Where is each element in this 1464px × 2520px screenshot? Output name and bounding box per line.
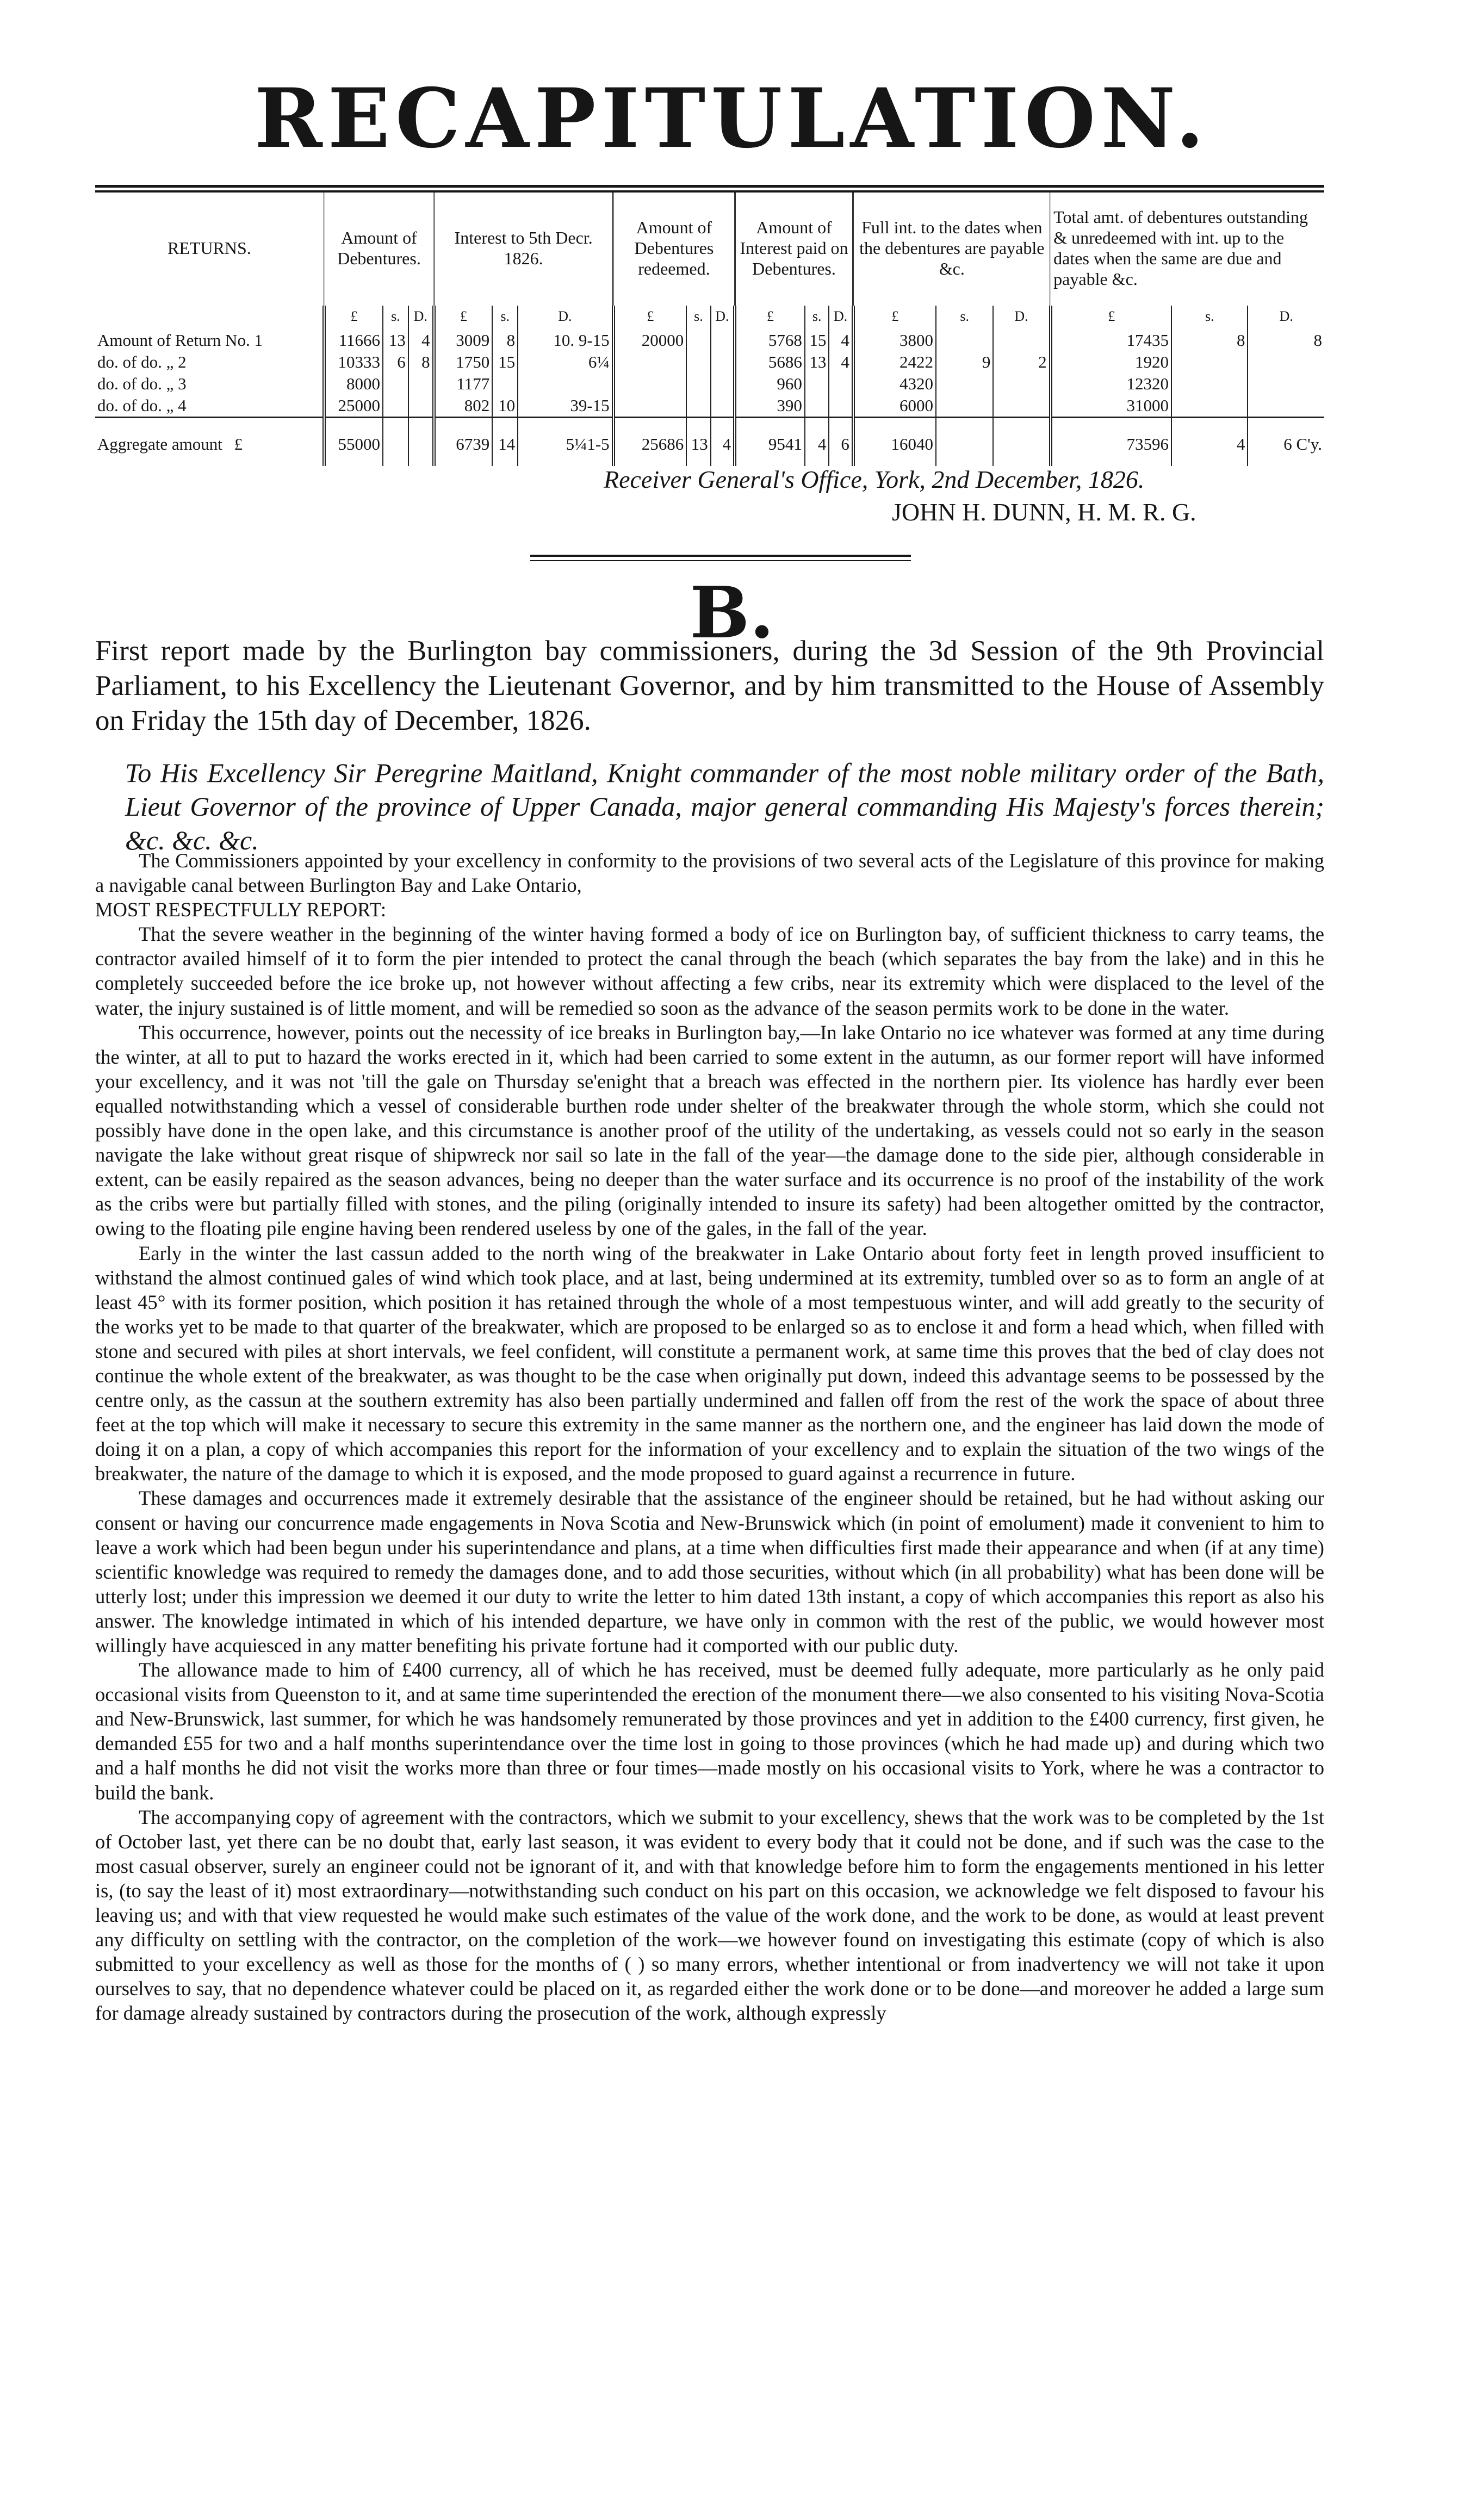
signature-office: Receiver General's Office, York, 2nd December, 1826. <box>604 465 1145 493</box>
aggregate-label-cell <box>95 418 324 467</box>
row-label: do. of do. „ 3 <box>97 374 187 393</box>
header-full-interest: Full int. to the dates when the debentures are payable &c. <box>853 190 1051 306</box>
table-cell: s. <box>492 306 518 330</box>
table-cell <box>936 330 993 351</box>
table-cell: 8 <box>1248 330 1324 351</box>
table-cell: 25000 <box>324 395 383 418</box>
table-cell <box>829 395 853 418</box>
table-cell: D. <box>993 306 1050 330</box>
table-cell: 5686 <box>735 351 805 373</box>
table-cell: 1750 <box>434 351 493 373</box>
table-cell <box>613 351 687 373</box>
table-row <box>95 351 1324 373</box>
table-cell: 12320 <box>1051 373 1171 395</box>
table-cell: 6 <box>829 418 853 467</box>
report-intro: First report made by the Burlington bay commissioners, during the 3d Session of the 9th Provincial Parliament, to his Excellency the Lieutenant Governor, and by him transmitted to the House of Assembly on Friday the 15th day of December, 1826. <box>95 635 1324 736</box>
table-cell: D. <box>408 306 434 330</box>
table-cell: 4320 <box>853 373 936 395</box>
table-rule-top <box>95 191 1324 193</box>
table-cell <box>993 418 1050 467</box>
table-cell: 8 <box>1171 330 1248 351</box>
table-cell <box>408 373 434 395</box>
table-cell <box>1248 395 1324 418</box>
table-cell <box>686 351 710 373</box>
table-cell: 6¼ <box>518 351 613 373</box>
report-body <box>95 848 1324 2026</box>
table-cell <box>1248 351 1324 373</box>
table-row <box>95 330 1324 351</box>
table-cell <box>1171 395 1248 418</box>
table-cell: 6 <box>383 351 408 373</box>
header-total-outstanding: Total amt. of debentures outstanding & unredeemed with int. up to the dates when the same are due and payable &c. <box>1051 190 1324 306</box>
table-cell: 11666 <box>324 330 383 351</box>
table-cell <box>711 373 735 395</box>
table-cell: s. <box>936 306 993 330</box>
table-cell: D. <box>711 306 735 330</box>
table-cell: £ <box>324 306 383 330</box>
table-cell <box>829 373 853 395</box>
paragraph: Early in the winter the last cassun added to the north wing of the breakwater in Lake Ontario about forty feet in length proved insufficient to withstand the almost continued gales of wind which took place, and at last, being undermined at its extremity, tumbled over so as to form an angle of at least 45° with its former position, which position it has retained through the whole of a most tempestuous winter, and will add greatly to the security of the works yet to be made to that quarter of the breakwater, which are proposed to be enlarged so as to enclose it and form a head which, when filled with stone and secured with piles at short intervals, we feel confident, will constitute a permanent work, at same time this proves that the bed of clay does not continue the whole extent of the breakwater, as was thought to be the case when originally put down, indeed this advantage seems to be possessed by the centre only, as the cassun at the southern extremity has also been partially undermined and fallen off from the rest of the work the space of about three feet at the top which will make it necessary to secure this extremity in the same manner as the northern one, and the engineer has laid down the mode of doing it on a plan, a copy of which accompanies this report for the information of your excellency and to explain the situation of the two wings of the breakwater, the nature of the damage to which it is exposed, and the mode proposed to guard against a recurrence in future. <box>95 1242 1324 1485</box>
table-cell: D. <box>1248 306 1324 330</box>
table-cell: 10333 <box>324 351 383 373</box>
aggregate-label: Aggregate amount <box>97 435 222 454</box>
table-cell: 73596 <box>1051 418 1171 467</box>
table-cell <box>95 306 324 330</box>
page-title: RECAPITULATION. <box>255 71 1209 166</box>
table-cell: 31000 <box>1051 395 1171 418</box>
header-redeemed: Amount of Debentures redeemed. <box>613 190 735 306</box>
table-cell: 13 <box>805 351 829 373</box>
table-cell: £ <box>613 306 687 330</box>
table-cell: 13 <box>686 418 710 467</box>
header-returns: RETURNS. <box>168 238 251 258</box>
recapitulation-table <box>95 190 1324 466</box>
table-cell: £ <box>853 306 936 330</box>
table-cell: 3800 <box>853 330 936 351</box>
table-cell: 20000 <box>613 330 687 351</box>
row-label: do. of do. „ 2 <box>97 352 187 371</box>
table-cell: 4 <box>408 330 434 351</box>
table-unit-row <box>95 306 1324 330</box>
header-interest-paid: Amount of Interest paid on Debentures. <box>735 190 853 306</box>
paragraph: These damages and occurrences made it extremely desirable that the assistance of the engineer should be retained, but he had without asking our consent or having our concurrence made engagements in Nova Scotia and New-Brunswick which (in point of emolument) made it convenient to him to leave a work which had been begun under his superintendance and plans, at a time when difficulties first made their appearance and when (if at any time) scientific knowledge was required to remedy the damages done, and to add those securities, without which (in all probability) what has been done will be utterly lost; under this impression we deemed it our duty to write the letter to him dated 13th instant, a copy of which accompanies this report as also his answer. The knowledge intimated in which of his intended departure, we have only in common with the rest of the public, we would however most willingly have acquiesced in any matter benefiting his private fortune had it comported with our public duty. <box>95 1487 1324 1656</box>
title-rule-top <box>95 185 1324 188</box>
table-cell <box>805 373 829 395</box>
table-cell: s. <box>383 306 408 330</box>
table-cell <box>805 395 829 418</box>
table-row <box>95 373 1324 395</box>
aggregate-row <box>95 418 1324 467</box>
table-cell: 3009 <box>434 330 493 351</box>
table-cell: 39-15 <box>518 395 613 418</box>
table-cell: 17435 <box>1051 330 1171 351</box>
table-cell: 4 <box>829 351 853 373</box>
table-cell <box>1171 373 1248 395</box>
table-cell: 13 <box>383 330 408 351</box>
table-cell <box>492 373 518 395</box>
paragraph: The Commissioners appointed by your excellency in conformity to the provisions of two several acts of the Legislature of this province for making a navigable canal between Burlington Bay and Lake Ontario, <box>95 849 1324 897</box>
table-cell <box>711 395 735 418</box>
section-rule-top <box>530 555 911 557</box>
table-cell: £ <box>735 306 805 330</box>
table-cell: £ <box>1051 306 1171 330</box>
paragraph: That the severe weather in the beginning of the winter having formed a body of ice on Burlington bay, of sufficient thickness to carry teams, the contractor availed himself of it to form the pier intended to protect the canal through the beach (which separates the bay from the lake) and in this he completely succeeded before the ice broke up, not however without affecting a few cribs, near its extremity which were displaced to the level of the water, the injury sustained is of little moment, and will be remedied so soon as the advance of the season permits work to be done in the water. <box>95 923 1324 1019</box>
table-cell: 25686 <box>613 418 687 467</box>
table-cell: s. <box>686 306 710 330</box>
table-cell: 8 <box>408 351 434 373</box>
header-amount-debentures: Amount of Debentures. <box>324 190 433 306</box>
table-cell: D. <box>518 306 613 330</box>
table-cell: 14 <box>492 418 518 467</box>
table-cell: D. <box>829 306 853 330</box>
table-cell: 9 <box>936 351 993 373</box>
table-cell: 4 <box>829 330 853 351</box>
table-cell: 8000 <box>324 373 383 395</box>
signature-name: JOHN H. DUNN, H. M. R. G. <box>892 498 1196 526</box>
table-cell <box>1171 351 1248 373</box>
paragraph: The accompanying copy of agreement with the contractors, which we submit to your excellency, shews that the work was to be completed by the 1st of October last, yet there can be no doubt that, early last season, it was evident to every body that it could not be done, and if such was the case to the most casual observer, surely an engineer could not be ignorant of it, and with that knowledge before him to form the engagements mentioned in his letter is, (to say the least of it) most extraordinary—notwithstanding such conduct on his part on this occasion, we acknowledge we felt disposed to favour his leaving us; and with that view requested he would make such estimates of the value of the work done, and the work to be done, as would at least prevent any difficulty on settling with the contractor, on the completion of the work—we however found on investigating this estimate (copy of which is also submitted to your excellency as well as those for the months of ( ) so many errors, whether intentional or from inadvertency we will not take it upon ourselves to say, that no dependence whatever could be placed on it, as regarded either the work done or to be done—and moreover he added a large sum for damage already sustained by contractors during the prosecution of the work, although expressly <box>95 1805 1324 2025</box>
table-cell: 960 <box>735 373 805 395</box>
table-cell <box>936 373 993 395</box>
table-cell <box>686 395 710 418</box>
table-cell <box>408 395 434 418</box>
table-cell <box>518 373 613 395</box>
table-cell <box>686 373 710 395</box>
table-cell <box>613 395 687 418</box>
table-cell: 15 <box>805 330 829 351</box>
table-cell <box>383 418 408 467</box>
table-cell <box>993 373 1050 395</box>
table-cell <box>936 418 993 467</box>
table-cell: 5768 <box>735 330 805 351</box>
table-cell: £ <box>434 306 493 330</box>
table-cell: 6 C'y. <box>1248 418 1324 467</box>
table-row <box>95 395 1324 418</box>
table-cell: 6739 <box>434 418 493 467</box>
section-rule-bottom <box>530 560 911 561</box>
header-interest: Interest to 5th Decr. 1826. <box>434 190 613 306</box>
section-letter: B. <box>690 571 774 654</box>
table-cell: 10 <box>492 395 518 418</box>
table-cell: 55000 <box>324 418 383 467</box>
table-cell <box>711 330 735 351</box>
table-cell: 390 <box>735 395 805 418</box>
table-cell <box>993 330 1050 351</box>
table-cell: s. <box>1171 306 1248 330</box>
table-cell: 1920 <box>1051 351 1171 373</box>
report-addressee: To His Excellency Sir Peregrine Maitland, Knight commander of the most noble military order of the Bath, Lieut Governor of the province of Upper Canada, major general commanding His Majesty's forces therein; &c. &c. &c. <box>125 758 1324 855</box>
table-cell: 16040 <box>853 418 936 467</box>
paragraph: The allowance made to him of £400 currency, all of which he has received, must be deemed fully adequate, more particularly as he only paid occasional visits from Queenston to it, and at same time superintended the erection of the monument there—we also consented to his visiting Nova-Scotia and New-Brunswick, last summer, for which he was handsomely remunerated by those provinces and yet in addition to the £400 currency, first given, he demanded £55 for two and a half months superintendance over the time lost in going to those provinces (which he had made up) and during which two and a half months he did not visit the works more than three or four times—made mostly on his occasional visits to York, where he was a contractor to build the bank. <box>95 1659 1324 1804</box>
table-cell: 5¼1-5 <box>518 418 613 467</box>
table-cell: 2422 <box>853 351 936 373</box>
table-cell: 1177 <box>434 373 493 395</box>
paragraph: This occurrence, however, points out the necessity of ice breaks in Burlington bay,—In lake Ontario no ice whatever was formed at any time during the winter, at all to put to hazard the works erected in it, which had been carried to some extent in the autumn, as our former report will have informed your excellency, and it was not 'till the gale on Thursday se'enight that a breach was effected in the northern pier. Its violence has hardly ever been equalled notwithstanding which a vessel of considerable burthen rode under shelter of the breakwater through the whole storm, which she could not possibly have done in the open lake, and this circumstance is another proof of the utility of the undertaking, as vessels could not so early in the season navigate the lake without great risque of shipwreck nor sail so late in the fall of the year—the damage done to the side pier, although considerable in extent, can be easily repaired as the season advances, being no deeper than the water surface and its occurrence is no proof of the instability of the work as the cribs were but partially filled with stones, and the piling (originally intended to insure its safety) had been altogether omitted by the contractor, owing to the floating pile engine having been rendered useless by one of the gales, in the fall of the year. <box>95 1021 1324 1240</box>
table-cell <box>1248 373 1324 395</box>
table-cell <box>711 351 735 373</box>
table-cell: 2 <box>993 351 1050 373</box>
table-cell: 10. 9-15 <box>518 330 613 351</box>
table-cell: 6000 <box>853 395 936 418</box>
table-cell: 4 <box>1171 418 1248 467</box>
row-label: do. of do. „ 4 <box>97 396 187 415</box>
table-cell <box>383 373 408 395</box>
table-cell: 8 <box>492 330 518 351</box>
table-cell <box>686 330 710 351</box>
table-cell: 4 <box>805 418 829 467</box>
aggregate-currency: £ <box>234 435 243 454</box>
table-cell: 802 <box>434 395 493 418</box>
table-cell: 9541 <box>735 418 805 467</box>
table-cell <box>383 395 408 418</box>
table-cell <box>993 395 1050 418</box>
table-cell: 4 <box>711 418 735 467</box>
table-cell: 15 <box>492 351 518 373</box>
paragraph: MOST RESPECTFULLY REPORT: <box>95 898 386 921</box>
table-cell: s. <box>805 306 829 330</box>
row-label: Amount of Return No. 1 <box>97 331 263 350</box>
table-cell <box>936 395 993 418</box>
table-cell <box>613 373 687 395</box>
table-cell <box>408 418 434 467</box>
